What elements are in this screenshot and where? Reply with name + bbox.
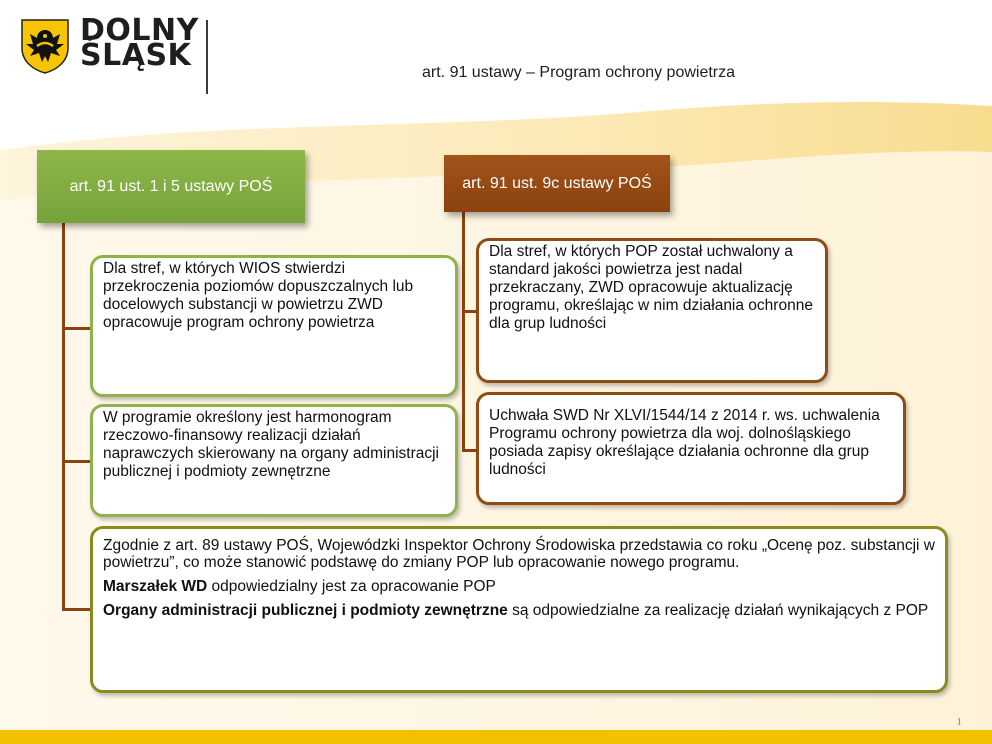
summary-paragraph-1: Zgodnie z art. 89 ustawy POŚ, Wojewódzki Inspektor Ochrony Środowiska przedstawia co roku „Ocenę poz. substancji w powietrzu”, co może stanowić podstawę do zmiany POP lub opracowanie nowego programu. bbox=[103, 537, 935, 571]
box-harmonogram: W programie określony jest harmonogram rzeczowo-finansowy realizacji działań naprawczych skierowany na organy administracji publicznej i podmioty zewnętrzne bbox=[90, 404, 458, 517]
box-uchwala: Uchwała SWD Nr XLVI/1544/14 z 2014 r. ws. uchwalenia Programu ochrony powietrza dla woj. dolnośląskiego posiada zapisy określające działania ochronne dla grup ludności bbox=[476, 392, 906, 505]
left-connector-branch-1 bbox=[62, 327, 90, 330]
footer-bar bbox=[0, 730, 992, 744]
summary-marszalek-bold: Marszałek WD bbox=[103, 578, 208, 595]
box-wios-zones: Dla stref, w których WIOS stwierdzi przekroczenia poziomów dopuszczalnych lub docelowych substancji w powietrzu ZWD opracowuje program ochrony powietrza bbox=[90, 255, 458, 397]
box-summary bbox=[90, 526, 948, 693]
right-header: art. 91 ust. 9c ustawy POŚ bbox=[444, 155, 670, 212]
left-connector-branch-3 bbox=[62, 608, 90, 611]
left-header: art. 91 ust. 1 i 5 ustawy POŚ bbox=[37, 150, 305, 223]
right-connector-branch-1 bbox=[462, 310, 476, 313]
box-pop-update: Dla stref, w których POP został uchwalony a standard jakości powietrza jest nadal przekraczany, ZWD opracowuje aktualizację programu, określając w nim działania ochronne dla grup ludności bbox=[476, 238, 828, 383]
left-connector-branch-2 bbox=[62, 460, 90, 463]
logo-line-1: DOLNY bbox=[80, 13, 199, 48]
summary-paragraph-3 bbox=[103, 602, 935, 619]
summary-organy-bold: Organy administracji publicznej i podmioty zewnętrzne bbox=[103, 602, 508, 619]
logo bbox=[20, 13, 199, 74]
right-connector-vertical bbox=[462, 212, 465, 452]
right-connector-branch-2 bbox=[462, 449, 476, 452]
logo-line-2: ŚLĄSK bbox=[80, 38, 192, 73]
page-number: 1 bbox=[956, 716, 962, 728]
left-connector-vertical bbox=[62, 223, 65, 611]
summary-organy-rest: są odpowiedzialne za realizację działań wynikających z POP bbox=[507, 602, 929, 619]
eagle-coat-of-arms-icon bbox=[20, 18, 70, 74]
logo-divider bbox=[206, 20, 208, 94]
summary-paragraph-2 bbox=[103, 578, 935, 595]
slide-title: art. 91 ustawy – Program ochrony powietrza bbox=[422, 64, 736, 81]
summary-marszalek-rest: odpowiedzialny jest za opracowanie POP bbox=[207, 578, 496, 595]
